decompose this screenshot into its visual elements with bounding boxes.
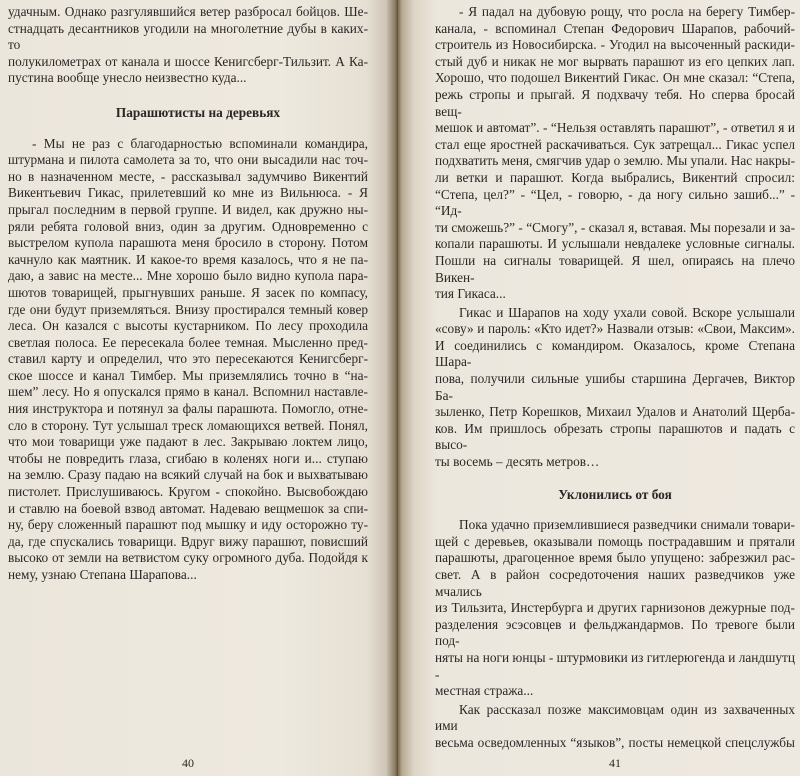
right-page — [398, 0, 800, 776]
text-line: леса. Он казался с высоты кустарником. По лесу проходила — [8, 318, 368, 334]
left-intro-paragraph — [8, 4, 368, 87]
text-line: тия Гикаса... — [435, 286, 506, 302]
text-line: зыленко, Петр Корешков, Михаил Удалов и Анатолий Щерба- — [435, 404, 795, 420]
text-line: пистолет. Прислушиваюсь. Кругом - спокойно. Высвобождаю — [8, 484, 368, 500]
text-line: Как рассказал позже максимовцам один из захваченных ими — [435, 701, 795, 734]
text-line: И соединились с командиром. Оказалось, кроме Степана Шара- — [435, 337, 795, 370]
text-line: ков. Им пришлось обрезать стропы парашютов и падать с высо- — [435, 420, 795, 453]
text-line: высоко от земли на ветвистом суку огромного дуба. Подойдя к — [8, 550, 368, 566]
left-page — [0, 0, 398, 776]
text-line: копали парашюты. И услышали невдалеке условные сигналы. — [435, 236, 795, 252]
text-line: мешок и автомат”. - “Нельзя оставлять парашют”, - ответил я и — [435, 120, 795, 136]
text-line: подхватить меня, смягчив удар о землю. Мы упали. Нас накры- — [435, 153, 795, 169]
text-line: светлая полоса. Ее пересекала более темная. Мысленно пред- — [8, 334, 368, 350]
text-line: шем” лесу. Но я опускался прямо в канал. Вспомнил наставле- — [8, 384, 368, 400]
text-line: местная стража... — [435, 683, 534, 699]
text-line: ну, беру сложенный парашют под мышку и иду осторожно ту- — [8, 517, 368, 533]
text-line: прыгал последним в первой группе. И видел, как дружно ны- — [8, 201, 368, 217]
text-line: ния инструктора и потянул за фалы парашюта. Помогло, отне- — [8, 401, 368, 417]
text-line: ряли ребята головой вниз, один за другим. Одновременно с — [8, 218, 368, 234]
right-paragraph-2 — [435, 305, 795, 471]
text-line: чтобы не повредить глаза, сгибаю в коленях ноги и... ступаю — [8, 450, 368, 466]
text-line: ти сможешь?” - “Смогу”, - сказал я, вставая. Мы порезали и за- — [435, 219, 795, 235]
text-line: качнуло как маятник. И какое-то время казалось, что я не па- — [8, 251, 368, 267]
right-paragraph-4 — [435, 702, 795, 752]
section-heading: Уклонились от боя — [558, 486, 672, 502]
text-line: ли ветки и парашют. Когда выбрались, Викентий спросил: — [435, 169, 795, 185]
right-paragraph-1 — [435, 4, 795, 303]
text-line: нему, узнаю Степана Шарапова... — [8, 567, 197, 582]
text-line: стый дуб и никак не мог вырвать парашют из его цепких лап. — [435, 53, 795, 69]
text-line: полукилометрах от канала и шоссе Кенигсберг-Тильзит. А Ка- — [8, 53, 368, 69]
text-line: щей с деревьев, оказывали помощь пострадавшим и прятали — [435, 533, 795, 549]
text-line: ты восемь – десять метров… — [435, 454, 600, 470]
left-body-paragraph — [8, 136, 368, 584]
text-line: «сову» и пароль: «Кто идет?» Назвали отзыв: «Свои, Максим». — [435, 321, 795, 337]
text-line: разделения эсэсовцев и фельджандармов. По тревоге были под- — [435, 616, 795, 649]
text-line: из Тильзита, Инстербурга и других гарнизонов дежурные под- — [435, 600, 795, 616]
page-number: 41 — [609, 755, 621, 770]
page-spacer — [8, 584, 368, 756]
text-line: даю, а завис на месте... Мне хорошо было видно купола пара- — [8, 268, 368, 284]
text-line: стнадцать десантников угодили на многолетние дубы в каких-то — [8, 20, 368, 53]
text-line: Пошли на сигналы товарищей. Я шел, опираясь на плечо Викен- — [435, 252, 795, 285]
text-line: шютов товарищей, прыгнувших раньше. Я засек по компасу, — [8, 284, 368, 300]
text-line: и ставлю на боевой взвод автомат. Надеваю вещмешок за спи- — [8, 500, 368, 516]
text-line: парашюты, драгоценное время было упущено: забрезжил рас- — [435, 550, 795, 566]
text-line: Пока удачно приземлившиеся разведчики снимали товари- — [459, 517, 795, 533]
text-line: пова, получили сильные ушибы старшина Дергачев, Виктор Ба- — [435, 371, 795, 403]
text-line: режь стропы и прыгай. Я подхвачу тебя. Но сперва бросай вещ- — [435, 86, 795, 119]
text-line: свет. А в район сосредоточения наших разведчиков уже мчались — [435, 567, 795, 599]
page-number: 40 — [182, 755, 194, 770]
text-line: няты на ноги юнцы - штурмовики из гитлерюгенда и ландшутц - — [435, 649, 795, 682]
text-line: да, где спускались товарищи. Вдруг вижу парашют, повисший — [8, 533, 368, 549]
text-line: ское шоссе и канал Тимбер. Мы приземлялись точно в “на- — [8, 367, 368, 383]
text-line: Викентьевич Гикас, прилетевший ко мне из Вильнюса. - Я — [8, 185, 368, 201]
text-line: где они будут приземляться. Внизу простирался темный ковер — [8, 301, 368, 317]
text-line: Гикас и Шарапов на ходу ухали совой. Вскоре услышали — [459, 304, 795, 320]
text-line: “Степа, цел?” - “Цел, - говорю, - да ногу сильно зашиб...” - “Ид- — [435, 186, 795, 219]
text-line: что мои товарищи уже падают в лес. Закрываю локтем лицо, — [8, 434, 368, 450]
text-line: на землю. Сразу падаю на всякий случай на бок и выхватываю — [8, 467, 368, 483]
section-heading: Парашютисты на деревьях — [115, 104, 281, 120]
text-line: строитель из Новосибирска. - Угодил на высоченный раскиди- — [435, 37, 795, 53]
text-line: штурмана и пилота самолета за то, что они высадили нас точ- — [8, 152, 368, 168]
text-line: - Мы не раз с благодарностью вспоминали командира, — [32, 135, 368, 151]
text-line: ставил карту и определил, что это пересекаются Кенигсберг- — [8, 351, 368, 367]
text-line: выстрелом купола парашюта меня бросило в сторону. Потом — [8, 235, 368, 251]
text-line: - Я падал на дубовую рощу, что росла на берегу Тимбер- — [459, 4, 795, 19]
text-line: удачным. Однако разгулявшийся ветер разбросал бойцов. Ше- — [8, 4, 368, 19]
text-line: Хорошо, что подошел Викентий Гикас. Он мне сказал: “Степа, — [435, 70, 795, 86]
text-line: сло в сторону. Тут услышал треск ломающихся ветвей. Понял, — [8, 417, 368, 433]
text-line: весьма осведомленных “языков”, посты немецкой спецслужбы — [435, 734, 795, 750]
right-paragraph-3 — [435, 517, 795, 700]
text-line: но в назначенном месте, - рассказывал задумчиво Викентий — [8, 168, 368, 184]
text-line: канала, - вспоминал Степан Федорович Шарапов, рабочий- — [435, 20, 795, 36]
text-line: пустина вообще унесло неизвестно куда... — [8, 70, 247, 86]
text-line: стал еще яростней раскачиваться. Сук затрещал... Гикас успел — [435, 136, 795, 152]
